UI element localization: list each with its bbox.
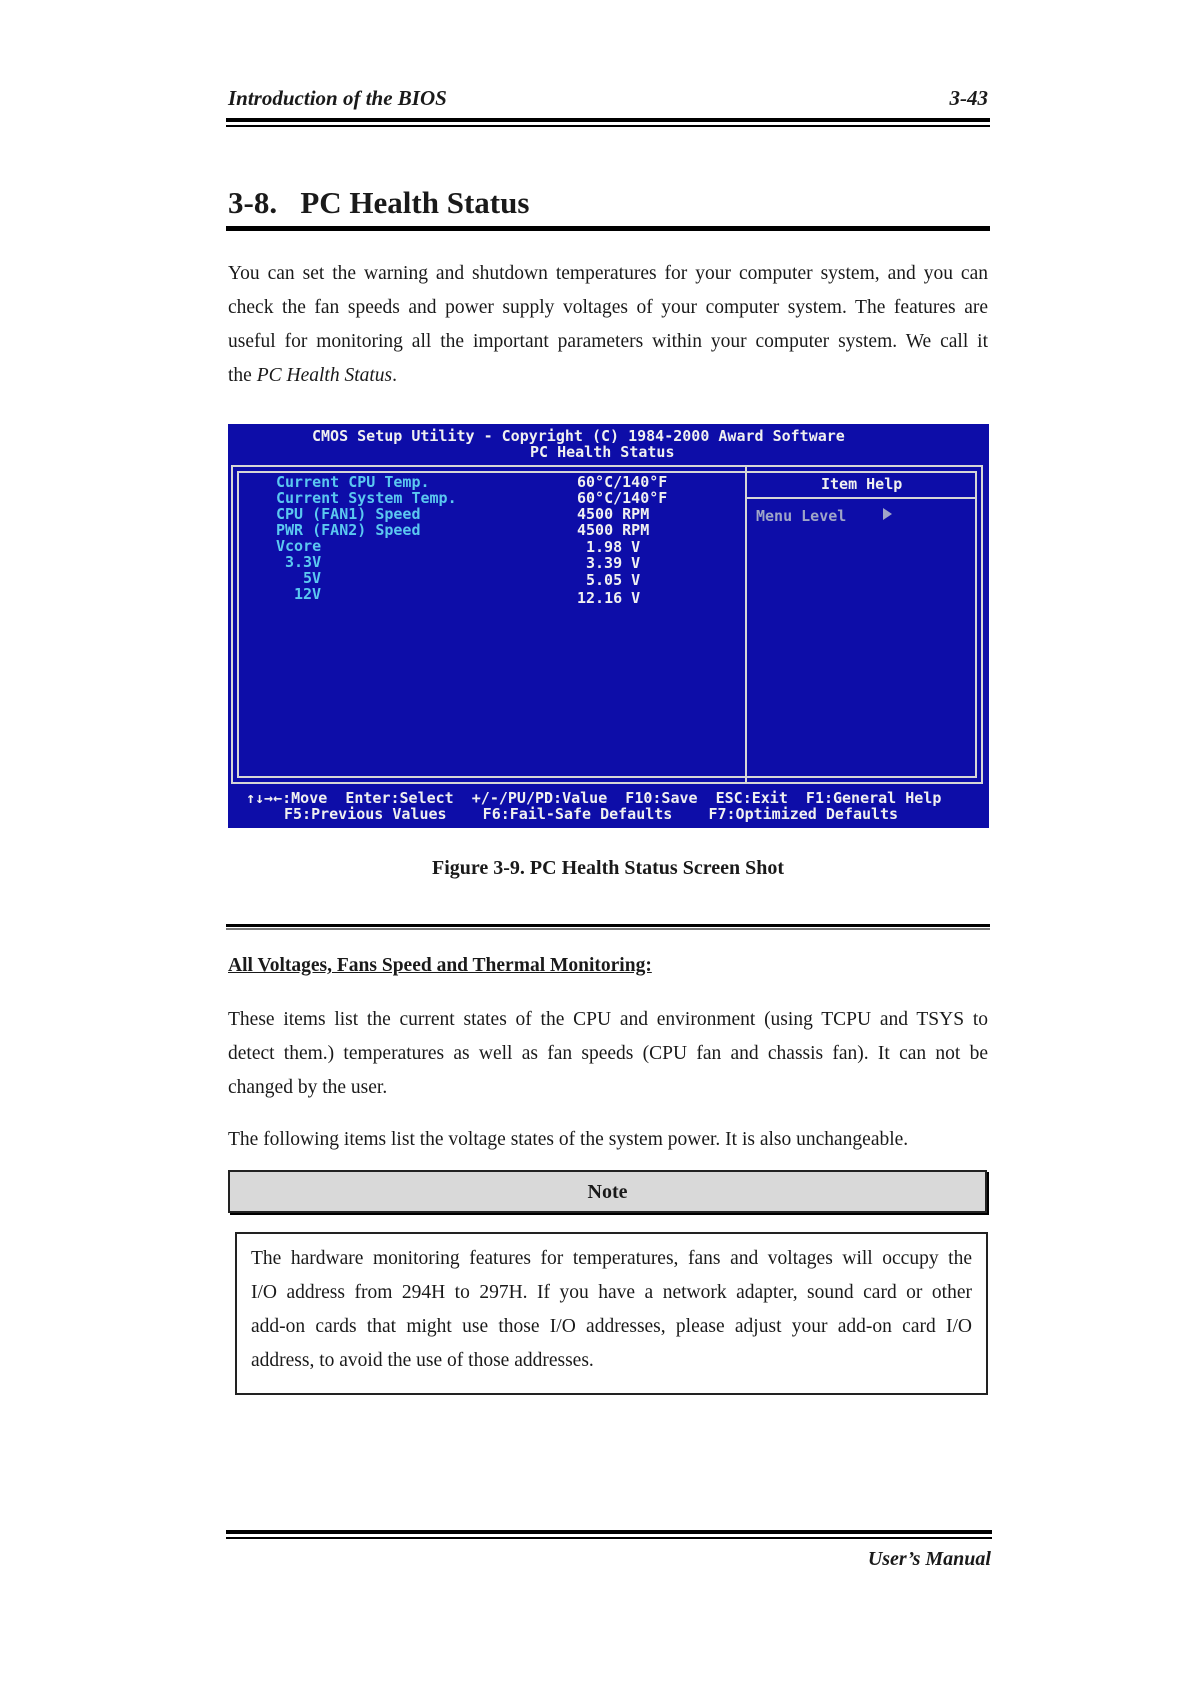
note-line: I/O address from 294H to 297H. If you have a network adapter, sound card or other <box>251 1282 972 1303</box>
note-box <box>235 1232 988 1395</box>
bios-item-label[interactable]: 5V <box>303 569 322 587</box>
intro-emphasis: PC Health Status <box>256 365 393 386</box>
intro-line: check the fan speeds and power supply voltages of your computer system. The features are <box>228 297 988 318</box>
bios-item-value: 4500 RPM <box>577 521 650 539</box>
bios-item-label[interactable]: Current CPU Temp. <box>276 473 430 491</box>
section-rule <box>226 226 990 231</box>
figure-caption: Figure 3-9. PC Health Status Screen Shot <box>431 857 785 879</box>
bios-item-value: 5.05 V <box>586 571 641 589</box>
subheading: All Voltages, Fans Speed and Thermal Monitoring: <box>228 955 652 976</box>
bios-item-value: 60°C/140°F <box>577 473 668 491</box>
section-number: 3-8. <box>228 185 278 220</box>
header-rule <box>226 118 990 122</box>
section-separator-shadow <box>226 928 990 930</box>
note-line: address, to avoid the use of those addresses. <box>251 1350 594 1371</box>
header-chapter-title: Introduction of the BIOS <box>228 86 447 110</box>
body-line: These items list the current states of the CPU and environment (using TCPU and TSYS to <box>228 1009 988 1030</box>
bios-item-value: 12.16 V <box>577 589 641 607</box>
note-text <box>251 1242 972 1378</box>
bios-item-label[interactable]: 3.3V <box>285 553 322 571</box>
bios-item-value: 60°C/140°F <box>577 489 668 507</box>
bios-item-label[interactable]: PWR (FAN2) Speed <box>276 521 421 539</box>
bios-help-divider <box>747 497 977 499</box>
note-line: The hardware monitoring features for temperatures, fans and voltages will occupy the <box>251 1248 972 1269</box>
intro-text: . <box>392 365 397 386</box>
bios-key-legend: ↑↓→←:Move Enter:Select +/-/PU/PD:Value F10:Save ESC:Exit F1:General Help <box>246 789 942 807</box>
bios-screenshot <box>228 424 989 828</box>
body-paragraph <box>228 1123 988 1157</box>
bios-menu-level: Menu Level <box>756 507 847 525</box>
bios-item-label[interactable]: CPU (FAN1) Speed <box>276 505 421 523</box>
intro-line: You can set the warning and shutdown temperatures for your computer system, and you can <box>228 263 988 284</box>
bios-item-help-title: Item Help <box>821 475 903 493</box>
intro-text: the <box>228 365 257 386</box>
header-page-number: 3-43 <box>949 86 988 110</box>
bios-key-legend-2: F5:Previous Values F6:Fail-Safe Defaults F7:Optimized Defaults <box>284 805 899 823</box>
section-name: PC Health Status <box>300 185 530 220</box>
body-line: detect them.) temperatures as well as fan speeds (CPU fan and chassis fan). It can not be <box>228 1043 988 1064</box>
bios-item-label[interactable]: 12V <box>294 585 322 603</box>
bios-item-value: 1.98 V <box>586 538 641 556</box>
body-line: changed by the user. <box>228 1077 388 1098</box>
bios-subtitle: PC Health Status <box>530 443 675 461</box>
section-title <box>228 185 529 221</box>
header-rule-thin <box>226 125 990 127</box>
bios-item-value: 4500 RPM <box>577 505 650 523</box>
bios-divider <box>745 467 747 782</box>
section-separator <box>226 924 990 927</box>
bios-title: CMOS Setup Utility - Copyright (C) 1984-2000 Award Software <box>312 427 845 445</box>
body-paragraph <box>228 1003 988 1105</box>
bios-item-label[interactable]: Current System Temp. <box>276 489 457 507</box>
bios-item-value: 3.39 V <box>586 554 641 572</box>
intro-line: useful for monitoring all the important parameters within your computer system. We call it <box>228 331 988 352</box>
intro-paragraph <box>228 257 988 393</box>
footer-text: User’s Manual <box>867 1548 991 1570</box>
triangle-right-icon <box>883 508 892 520</box>
note-heading: Note <box>228 1170 987 1213</box>
body-line: The following items list the voltage states of the system power. It is also unchangeable. <box>228 1129 909 1150</box>
bios-item-label[interactable]: Vcore <box>276 537 322 555</box>
note-line: add-on cards that might use those I/O addresses, please adjust your add-on card I/O <box>251 1316 972 1337</box>
footer-rule <box>226 1530 992 1534</box>
running-header <box>228 86 988 116</box>
intro-line <box>228 359 988 393</box>
footer-rule-thin <box>226 1537 992 1539</box>
